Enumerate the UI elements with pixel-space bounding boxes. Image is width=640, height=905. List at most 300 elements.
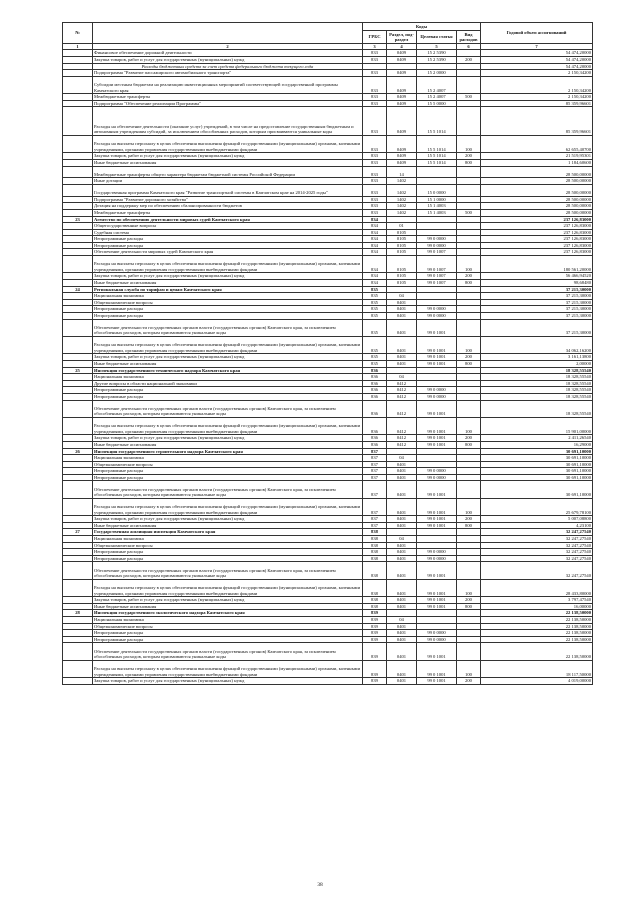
- row-sum: 30 691,10000: [481, 455, 593, 462]
- row-grbs: 838: [363, 542, 387, 549]
- row-grbs: 837: [363, 448, 387, 455]
- row-razdel: 04: [387, 536, 417, 543]
- row-vr: [457, 229, 481, 236]
- row-name: Расходы на выплаты персоналу в целях обеспечения выполнения функций государственными (муниципальными) органами, казенными учреждениями, органами управления государственными внебюджетными фондами: [93, 135, 363, 152]
- row-grbs: 839: [363, 636, 387, 643]
- table-row: [63, 94, 593, 101]
- row-vr: 200: [457, 273, 481, 280]
- table-row: [63, 203, 593, 210]
- row-vr: [457, 367, 481, 374]
- col-index: 7: [481, 44, 593, 50]
- row-name: Национальная экономика: [93, 616, 363, 623]
- row-razdel: 0401: [387, 549, 417, 556]
- row-number: [63, 542, 93, 549]
- row-name: Инспекция государственного строительного надзора Камчатского края: [93, 448, 363, 455]
- row-grbs: 837: [363, 461, 387, 468]
- row-grbs: 834: [363, 216, 387, 223]
- row-name: Иные бюджетные ассигнования: [93, 522, 363, 529]
- table-row: [63, 448, 593, 455]
- table-row: [63, 293, 593, 300]
- table-row: [63, 562, 593, 579]
- row-csr: 99 0 1001: [417, 579, 457, 596]
- row-number: [63, 660, 93, 677]
- row-csr: 99 0 0000: [417, 236, 457, 243]
- table-row: [63, 549, 593, 556]
- row-grbs: 837: [363, 522, 387, 529]
- table-row: [63, 623, 593, 630]
- row-vr: [457, 63, 481, 70]
- row-sum: 18 328,55540: [481, 387, 593, 394]
- row-name: Закупка товаров, работ и услуг для государственных (муниципальных) нужд: [93, 273, 363, 280]
- row-number: [63, 196, 93, 203]
- table-row: [63, 542, 593, 549]
- row-number: [63, 100, 93, 107]
- row-razdel: 0105: [387, 273, 417, 280]
- row-grbs: 833: [363, 50, 387, 57]
- row-number: [63, 441, 93, 448]
- row-vr: [457, 374, 481, 381]
- row-razdel: 0401: [387, 313, 417, 320]
- col-number-header: №: [63, 23, 93, 44]
- row-name: Агентство по обеспечению деятельности мировых судей Камчатского края: [93, 216, 363, 223]
- table-row: [63, 299, 593, 306]
- table-row: [63, 249, 593, 256]
- row-grbs: 833: [363, 184, 387, 196]
- row-name: Закупка товаров, работ и услуг для государственных (муниципальных) нужд: [93, 153, 363, 160]
- row-sum: 30 691,10000: [481, 474, 593, 481]
- row-sum: 32 247,27540: [481, 555, 593, 562]
- row-name: Расходы на выплаты персоналу в целях обеспечения выполнения функций государственными (муниципальными) органами, казенными учреждениями, органами управления государственными внебюджетными фондами: [93, 579, 363, 596]
- row-vr: [457, 178, 481, 185]
- row-vr: 100: [457, 135, 481, 152]
- row-razdel: 0409: [387, 70, 417, 77]
- row-csr: [417, 610, 457, 617]
- table-header: [63, 23, 593, 50]
- row-grbs: 837: [363, 481, 387, 498]
- col-vr-header: Вид расходов: [457, 31, 481, 44]
- row-name: Дотация на поддержку мер по обеспечению сбалансированности бюджетов: [93, 203, 363, 210]
- row-csr: [417, 216, 457, 223]
- row-grbs: 833: [363, 166, 387, 178]
- row-razdel: 0401: [387, 498, 417, 515]
- row-razdel: 0401: [387, 299, 417, 306]
- row-sum: 37 215,30000: [481, 319, 593, 336]
- col-index: 2: [93, 44, 363, 50]
- row-grbs: 839: [363, 643, 387, 660]
- row-razdel: 0401: [387, 630, 417, 637]
- row-number: [63, 536, 93, 543]
- row-sum: 98,68480: [481, 280, 593, 287]
- row-number: [63, 393, 93, 400]
- codes-header: Коды: [363, 23, 481, 31]
- table-row: [63, 216, 593, 223]
- row-razdel: 0409: [387, 94, 417, 101]
- row-name: Общеэкономические вопросы: [93, 542, 363, 549]
- row-number: [63, 70, 93, 77]
- col-index: 6: [457, 44, 481, 50]
- row-sum: 4,23100: [481, 522, 593, 529]
- row-grbs: 834: [363, 242, 387, 249]
- row-number: [63, 256, 93, 273]
- table-row: [63, 135, 593, 152]
- row-sum: 30 691,10000: [481, 448, 593, 455]
- row-grbs: 838: [363, 597, 387, 604]
- row-grbs: 833: [363, 76, 387, 93]
- row-sum: 32 247,27540: [481, 536, 593, 543]
- row-csr: 15 5 1014: [417, 159, 457, 166]
- row-vr: 200: [457, 153, 481, 160]
- row-number: [63, 242, 93, 249]
- row-grbs: 833: [363, 57, 387, 64]
- row-grbs: 833: [363, 203, 387, 210]
- row-grbs: 838: [363, 549, 387, 556]
- budget-page: [62, 22, 592, 685]
- table-row: [63, 468, 593, 475]
- table-row: [63, 286, 593, 293]
- row-sum: 37 215,30000: [481, 313, 593, 320]
- budget-table: [62, 22, 593, 685]
- row-sum: 30 691,10000: [481, 468, 593, 475]
- table-row: [63, 313, 593, 320]
- row-name: Непрограммные расходы: [93, 474, 363, 481]
- row-razdel: 0401: [387, 678, 417, 685]
- row-name: Подпрограмма "Развитие пассажирского автомобильного транспорта": [93, 70, 363, 77]
- row-csr: 99 0 1001: [417, 435, 457, 442]
- row-sum: 5 007,08800: [481, 516, 593, 523]
- row-razdel: [387, 286, 417, 293]
- table-row: [63, 374, 593, 381]
- table-row: [63, 319, 593, 336]
- row-razdel: 01: [387, 223, 417, 230]
- row-csr: 99 0 0000: [417, 555, 457, 562]
- row-vr: [457, 319, 481, 336]
- row-number: [63, 400, 93, 417]
- row-number: 26: [63, 448, 93, 455]
- row-number: [63, 209, 93, 216]
- row-number: [63, 280, 93, 287]
- row-vr: [457, 481, 481, 498]
- row-name: Непрограммные расходы: [93, 555, 363, 562]
- row-sum: 4 019,00000: [481, 678, 593, 685]
- row-grbs: 836: [363, 387, 387, 394]
- row-vr: [457, 555, 481, 562]
- table-row: [63, 360, 593, 367]
- row-number: [63, 319, 93, 336]
- row-csr: 15 5 1014: [417, 107, 457, 136]
- row-razdel: 0401: [387, 562, 417, 579]
- row-sum: 18 328,55540: [481, 374, 593, 381]
- row-number: [63, 516, 93, 523]
- row-sum: 37 215,30000: [481, 293, 593, 300]
- row-number: [63, 623, 93, 630]
- row-vr: [457, 400, 481, 417]
- row-csr: 99 0 1001: [417, 522, 457, 529]
- row-number: [63, 337, 93, 354]
- row-sum: 237 126,83000: [481, 216, 593, 223]
- row-name: Иные бюджетные ассигнования: [93, 360, 363, 367]
- row-number: [63, 360, 93, 367]
- row-sum: 54 474,20000: [481, 50, 593, 57]
- row-csr: 99 0 0000: [417, 636, 457, 643]
- row-name: Непрограммные расходы: [93, 313, 363, 320]
- row-sum: 32 247,27540: [481, 529, 593, 536]
- row-razdel: 0401: [387, 597, 417, 604]
- row-name: Непрограммные расходы: [93, 636, 363, 643]
- row-grbs: 837: [363, 474, 387, 481]
- row-razdel: 0412: [387, 380, 417, 387]
- row-grbs: 833: [363, 209, 387, 216]
- row-csr: [417, 374, 457, 381]
- row-razdel: 1402: [387, 209, 417, 216]
- row-csr: [417, 63, 457, 70]
- row-grbs: 836: [363, 441, 387, 448]
- row-number: [63, 76, 93, 93]
- row-razdel: 14: [387, 166, 417, 178]
- row-razdel: [387, 448, 417, 455]
- row-sum: 2 150,34200: [481, 76, 593, 93]
- row-grbs: 833: [363, 70, 387, 77]
- row-grbs: 837: [363, 516, 387, 523]
- row-name: Расходы на выплаты персоналу в целях обеспечения выполнения функций государственными (муниципальными) органами, казенными учреждениями, органами управления государственными внебюджетными фондами: [93, 256, 363, 273]
- table-row: [63, 242, 593, 249]
- row-sum: 1 184,60600: [481, 159, 593, 166]
- row-name: Межбюджетные трансферты: [93, 94, 363, 101]
- row-sum: 22 138,50000: [481, 610, 593, 617]
- col-grbs-header: ГРБС: [363, 31, 387, 44]
- row-grbs: [363, 63, 387, 70]
- row-name: Расходы на выплаты персоналу в целях обеспечения выполнения функций государственными (муниципальными) органами, казенными учреждениями, органами управления государственными внебюджетными фондами: [93, 337, 363, 354]
- row-csr: [417, 299, 457, 306]
- row-csr: 99 0 1001: [417, 498, 457, 515]
- row-razdel: 0409: [387, 100, 417, 107]
- row-number: [63, 223, 93, 230]
- row-razdel: 0412: [387, 387, 417, 394]
- row-vr: 200: [457, 435, 481, 442]
- row-number: [63, 387, 93, 394]
- row-razdel: 1402: [387, 196, 417, 203]
- row-sum: 28 500,00000: [481, 178, 593, 185]
- row-csr: [417, 166, 457, 178]
- table-row: [63, 306, 593, 313]
- table-body: [63, 50, 593, 684]
- row-vr: [457, 236, 481, 243]
- row-grbs: 838: [363, 603, 387, 610]
- row-sum: 16,29000: [481, 441, 593, 448]
- row-grbs: 839: [363, 660, 387, 677]
- table-row: [63, 636, 593, 643]
- row-sum: 237 126,83000: [481, 249, 593, 256]
- col-name-header: [93, 23, 363, 44]
- row-vr: [457, 393, 481, 400]
- row-vr: [457, 542, 481, 549]
- row-razdel: 04: [387, 455, 417, 462]
- table-row: [63, 107, 593, 136]
- row-vr: 800: [457, 360, 481, 367]
- row-vr: [457, 50, 481, 57]
- row-razdel: 0401: [387, 623, 417, 630]
- row-vr: 800: [457, 159, 481, 166]
- row-sum: 32 247,27540: [481, 549, 593, 556]
- row-vr: [457, 616, 481, 623]
- table-row: [63, 223, 593, 230]
- row-name: Иные бюджетные ассигнования: [93, 280, 363, 287]
- row-grbs: 838: [363, 579, 387, 596]
- row-razdel: 0409: [387, 153, 417, 160]
- row-csr: 99 0 1007: [417, 256, 457, 273]
- row-vr: [457, 299, 481, 306]
- row-name: Общеэкономические вопросы: [93, 299, 363, 306]
- row-number: [63, 522, 93, 529]
- table-row: [63, 380, 593, 387]
- row-name: Межбюджетные трансферты: [93, 209, 363, 216]
- row-number: [63, 50, 93, 57]
- row-grbs: 839: [363, 678, 387, 685]
- row-grbs: 838: [363, 562, 387, 579]
- row-grbs: 839: [363, 630, 387, 637]
- row-csr: 99 0 1001: [417, 597, 457, 604]
- row-grbs: 838: [363, 536, 387, 543]
- row-grbs: 836: [363, 367, 387, 374]
- row-sum: 237 126,83000: [481, 229, 593, 236]
- row-grbs: 835: [363, 286, 387, 293]
- row-csr: 99 0 1001: [417, 562, 457, 579]
- row-number: 24: [63, 286, 93, 293]
- row-vr: [457, 474, 481, 481]
- row-csr: 15 5 1014: [417, 153, 457, 160]
- table-row: [63, 337, 593, 354]
- row-grbs: 834: [363, 229, 387, 236]
- table-row: [63, 516, 593, 523]
- row-number: [63, 135, 93, 152]
- row-name: Подпрограмма "Развитие дорожного хозяйства": [93, 196, 363, 203]
- row-vr: [457, 468, 481, 475]
- row-razdel: 0401: [387, 360, 417, 367]
- row-csr: 15 2 4007: [417, 94, 457, 101]
- row-razdel: 04: [387, 293, 417, 300]
- row-name: Расходы на выплаты персоналу в целях обеспечения выполнения функций государственными (муниципальными) органами, казенными учреждениями, органами управления государственными внебюджетными фондами: [93, 498, 363, 515]
- row-csr: 15 1 4003: [417, 203, 457, 210]
- row-name: Общеэкономические вопросы: [93, 623, 363, 630]
- row-csr: 99 0 1001: [417, 660, 457, 677]
- row-csr: 99 0 0000: [417, 387, 457, 394]
- table-row: [63, 435, 593, 442]
- row-vr: [457, 216, 481, 223]
- row-name: Инспекция государственного экологического надзора Камчатского края: [93, 610, 363, 617]
- row-vr: 100: [457, 417, 481, 434]
- row-vr: 800: [457, 280, 481, 287]
- row-sum: 3 797,47540: [481, 597, 593, 604]
- table-row: [63, 196, 593, 203]
- table-row: [63, 100, 593, 107]
- row-grbs: 833: [363, 100, 387, 107]
- row-sum: 2 150,34200: [481, 70, 593, 77]
- row-csr: 99 0 1001: [417, 360, 457, 367]
- row-csr: 99 0 0000: [417, 630, 457, 637]
- row-sum: 25 679,78100: [481, 498, 593, 515]
- table-row: [63, 441, 593, 448]
- table-row: [63, 229, 593, 236]
- row-razdel: 0409: [387, 159, 417, 166]
- row-grbs: 837: [363, 455, 387, 462]
- row-sum: 237 126,83000: [481, 236, 593, 243]
- row-vr: [457, 100, 481, 107]
- row-razdel: 0412: [387, 393, 417, 400]
- row-sum: 22 138,50000: [481, 636, 593, 643]
- row-vr: 100: [457, 498, 481, 515]
- row-grbs: 836: [363, 380, 387, 387]
- row-number: [63, 579, 93, 596]
- row-vr: [457, 293, 481, 300]
- row-razdel: 0401: [387, 579, 417, 596]
- col-index: 1: [63, 44, 93, 50]
- row-razdel: 0409: [387, 135, 417, 152]
- row-vr: 800: [457, 603, 481, 610]
- row-number: [63, 555, 93, 562]
- row-razdel: 0412: [387, 400, 417, 417]
- row-razdel: [387, 63, 417, 70]
- row-name: Непрограммные расходы: [93, 306, 363, 313]
- row-name: Обеспечение деятельности государственных органов власти (государственных органов) Камчатского края, за исключением обособленных расходов, которым присваиваются уникальные коды: [93, 400, 363, 417]
- row-vr: 200: [457, 354, 481, 361]
- row-csr: 99 0 1001: [417, 603, 457, 610]
- row-sum: 18 328,55540: [481, 367, 593, 374]
- table-row: [63, 536, 593, 543]
- row-number: [63, 468, 93, 475]
- table-row: [63, 393, 593, 400]
- row-vr: 800: [457, 522, 481, 529]
- row-razdel: 0412: [387, 435, 417, 442]
- row-csr: [417, 380, 457, 387]
- row-razdel: 1402: [387, 178, 417, 185]
- row-sum: 18 328,55540: [481, 380, 593, 387]
- row-name: Закупка товаров, работ и услуг для государственных (муниципальных) нужд: [93, 57, 363, 64]
- row-grbs: 838: [363, 555, 387, 562]
- row-grbs: 834: [363, 273, 387, 280]
- row-grbs: 837: [363, 498, 387, 515]
- row-razdel: 0105: [387, 229, 417, 236]
- row-razdel: 0409: [387, 57, 417, 64]
- row-razdel: 0401: [387, 474, 417, 481]
- row-csr: 99 0 1001: [417, 354, 457, 361]
- row-sum: 56 466,94520: [481, 273, 593, 280]
- row-csr: [417, 461, 457, 468]
- row-grbs: 835: [363, 319, 387, 336]
- table-row: [63, 660, 593, 677]
- row-name: Межбюджетные трансферты общего характера бюджетам бюджетной системы Российской Федерации: [93, 166, 363, 178]
- row-grbs: 833: [363, 94, 387, 101]
- row-csr: [417, 623, 457, 630]
- row-csr: 99 0 1001: [417, 337, 457, 354]
- row-name: Обеспечение деятельности государственных органов власти (государственных органов) Камчатского края, за исключением обособленных расходов, которым присваиваются уникальные коды: [93, 562, 363, 579]
- row-number: [63, 481, 93, 498]
- row-razdel: 0401: [387, 468, 417, 475]
- row-name: Национальная экономика: [93, 293, 363, 300]
- row-name: Обеспечение деятельности государственных органов власти (государственных органов) Камчатского края, за исключением обособленных расходов, которым присваиваются уникальные коды: [93, 481, 363, 498]
- row-number: [63, 184, 93, 196]
- table-row: [63, 579, 593, 596]
- row-name: Общегосударственные вопросы: [93, 223, 363, 230]
- row-name: Закупка товаров, работ и услуг для государственных (муниципальных) нужд: [93, 354, 363, 361]
- row-csr: 15 5 1014: [417, 135, 457, 152]
- row-number: [63, 249, 93, 256]
- table-row: [63, 63, 593, 70]
- row-razdel: 0401: [387, 319, 417, 336]
- table-row: [63, 76, 593, 93]
- row-sum: 28 500,00000: [481, 196, 593, 203]
- table-row: [63, 153, 593, 160]
- row-sum: 237 126,83000: [481, 242, 593, 249]
- row-number: [63, 166, 93, 178]
